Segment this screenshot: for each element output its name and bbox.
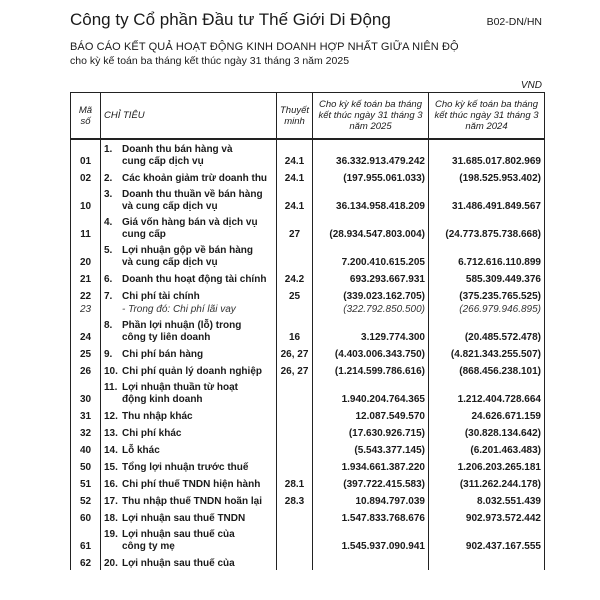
row-label: Lợi nhuận sau thuế TNDN: [122, 513, 246, 524]
row-label: Lợi nhuận thuần từ hoạt: [122, 382, 239, 393]
row-code: 25: [71, 344, 101, 361]
row-current-value: (197.955.061.033): [313, 168, 429, 185]
row-note: 16: [277, 316, 313, 344]
row-current-value: (397.722.415.583): [313, 474, 429, 491]
row-current-value: 36.134.958.418.209: [313, 185, 429, 213]
row-code: 40: [71, 440, 101, 457]
row-number: 18.: [104, 513, 118, 524]
row-number: 7.: [104, 291, 113, 302]
row-note: [277, 406, 313, 423]
row-code: 24: [71, 316, 101, 344]
row-item: [101, 378, 277, 406]
form-code: B02-DN/HN: [486, 16, 542, 28]
report-period: cho kỳ kế toán ba tháng kết thúc ngày 31 tháng 3 năm 2025: [70, 55, 350, 67]
table-row: [71, 286, 545, 303]
row-number: 14.: [104, 445, 118, 456]
row-current-value: 3.129.774.300: [313, 316, 429, 344]
row-note: [277, 553, 313, 570]
row-number: 4.: [104, 217, 113, 228]
row-item: [101, 361, 277, 378]
row-note: [277, 525, 313, 553]
row-prior-value: 902.973.572.442: [429, 508, 545, 525]
row-current-value: 1.547.833.768.676: [313, 508, 429, 525]
header-code: Mã số: [71, 93, 101, 140]
subrow-label-text: - Trong đó: Chi phí lãi vay: [122, 304, 236, 315]
row-number: 8.: [104, 320, 113, 331]
row-current-value: 693.293.667.931: [313, 269, 429, 286]
row-code: 26: [71, 361, 101, 378]
row-current-value: 7.200.410.615.205: [313, 241, 429, 269]
row-prior-value: 24.626.671.159: [429, 406, 545, 423]
row-label: Tổng lợi nhuận trước thuế: [122, 462, 249, 473]
row-current-value: 1.545.937.090.941: [313, 525, 429, 553]
header-note: Thuyết minh: [277, 93, 313, 140]
row-label: Doanh thu bán hàng và: [122, 144, 233, 155]
row-number: 3.: [104, 189, 113, 200]
table-row: [71, 361, 545, 378]
row-label-continued: cung cấp dịch vụ: [122, 156, 204, 167]
row-item: [101, 286, 277, 303]
row-label: Chi phí quản lý doanh nghiệp: [122, 366, 262, 377]
row-note: 25: [277, 286, 313, 303]
row-item: [101, 168, 277, 185]
row-note: 24.1: [277, 168, 313, 185]
row-label-continued: động kinh doanh: [122, 394, 203, 405]
row-note: 24.1: [277, 185, 313, 213]
table-row: [71, 269, 545, 286]
row-item: [101, 474, 277, 491]
row-label: Doanh thu hoạt động tài chính: [122, 274, 267, 285]
row-current-value: (1.214.599.786.616): [313, 361, 429, 378]
row-number: 20.: [104, 558, 118, 569]
row-current-value: (339.023.162.705): [313, 286, 429, 303]
table-row: [71, 378, 545, 406]
row-prior-value: (375.235.765.525): [429, 286, 545, 303]
row-label-continued: công ty mẹ: [122, 541, 175, 552]
header-current-period: Cho kỳ kế toán ba tháng kết thúc ngày 31 tháng 3 năm 2025: [313, 93, 429, 140]
row-label: Chi phí khác: [122, 428, 182, 439]
row-number: 1.: [104, 144, 113, 155]
row-note: 28.1: [277, 474, 313, 491]
row-note: [277, 508, 313, 525]
row-number: 13.: [104, 428, 118, 439]
row-number: 5.: [104, 245, 113, 256]
row-label: Lợi nhuận sau thuế của: [122, 529, 235, 540]
row-note: [277, 241, 313, 269]
row-code: 60: [71, 508, 101, 525]
row-item: [101, 269, 277, 286]
row-item: [101, 457, 277, 474]
row-item: [101, 423, 277, 440]
row-item: [101, 316, 277, 344]
row-item: [101, 525, 277, 553]
row-item: [101, 344, 277, 361]
row-label-continued: cung cấp: [122, 229, 166, 240]
row-prior-value: 8.032.551.439: [429, 491, 545, 508]
table-row: [71, 168, 545, 185]
currency-unit: VND: [520, 80, 542, 91]
row-code: 51: [71, 474, 101, 491]
row-label: Lợi nhuận gộp về bán hàng: [122, 245, 253, 256]
row-label: Doanh thu thuần về bán hàng: [122, 189, 263, 200]
row-current-value: (17.630.926.715): [313, 423, 429, 440]
row-code: 52: [71, 491, 101, 508]
row-prior-value: (24.773.875.738.668): [429, 213, 545, 241]
subrow-code: 23: [71, 303, 101, 316]
income-statement-table: [70, 92, 545, 570]
table-row: [71, 440, 545, 457]
row-item: [101, 241, 277, 269]
subrow-label: [101, 303, 277, 316]
row-code: 50: [71, 457, 101, 474]
table-header-row: [71, 93, 545, 140]
row-item: [101, 139, 277, 168]
table-row: [71, 344, 545, 361]
row-prior-value: 1.212.404.728.664: [429, 378, 545, 406]
row-code: 11: [71, 213, 101, 241]
row-label: Lợi nhuận sau thuế của: [122, 558, 235, 569]
subrow-current-value: (322.792.850.500): [313, 303, 429, 316]
row-item: [101, 406, 277, 423]
row-code: 01: [71, 139, 101, 168]
row-label-continued: và cung cấp dịch vụ: [122, 201, 218, 212]
row-note: 24.2: [277, 269, 313, 286]
row-current-value: (5.543.377.145): [313, 440, 429, 457]
row-label: Giá vốn hàng bán và dịch vụ: [122, 217, 258, 228]
table-row: [71, 491, 545, 508]
row-label: Thu nhập thuế TNDN hoãn lại: [122, 496, 262, 507]
row-current-value: 10.894.797.039: [313, 491, 429, 508]
row-note: [277, 440, 313, 457]
row-label-continued: và cung cấp dịch vụ: [122, 257, 218, 268]
row-prior-value: 6.712.616.110.899: [429, 241, 545, 269]
row-label: Chi phí tài chính: [122, 291, 200, 302]
row-prior-value: 902.437.167.555: [429, 525, 545, 553]
row-item: [101, 213, 277, 241]
table-row: [71, 213, 545, 241]
row-item: [101, 185, 277, 213]
row-prior-value: (4.821.343.255.507): [429, 344, 545, 361]
row-note: 28.3: [277, 491, 313, 508]
row-label: Thu nhập khác: [122, 411, 193, 422]
table-row: [71, 406, 545, 423]
row-note: 26, 27: [277, 361, 313, 378]
row-code: 31: [71, 406, 101, 423]
row-code: 02: [71, 168, 101, 185]
row-note: [277, 423, 313, 440]
header-prior-period: Cho kỳ kế toán ba tháng kết thúc ngày 31 tháng 3 năm 2024: [429, 93, 545, 140]
table-row: [71, 525, 545, 553]
row-number: 9.: [104, 349, 113, 360]
row-prior-value: (868.456.238.101): [429, 361, 545, 378]
row-label: Chi phí thuế TNDN hiện hành: [122, 479, 261, 490]
row-prior-value: (311.262.244.178): [429, 474, 545, 491]
row-item: [101, 553, 277, 570]
row-prior-value: (6.201.463.483): [429, 440, 545, 457]
company-name: Công ty Cổ phần Đầu tư Thế Giới Di Động: [70, 10, 391, 29]
table-subrow: [71, 303, 545, 316]
report-title: BÁO CÁO KẾT QUẢ HOẠT ĐỘNG KINH DOANH HỢP NHẤT GIỮA NIÊN ĐỘ: [70, 41, 459, 53]
row-label: Các khoản giảm trừ doanh thu: [122, 173, 268, 184]
row-current-value: [313, 553, 429, 570]
table-row: [71, 553, 545, 570]
row-label: Chi phí bán hàng: [122, 349, 204, 360]
row-item: [101, 508, 277, 525]
table-row: [71, 508, 545, 525]
row-number: 2.: [104, 173, 113, 184]
row-prior-value: [429, 553, 545, 570]
row-label: Lỗ khác: [122, 445, 160, 456]
row-code: 10: [71, 185, 101, 213]
row-prior-value: 585.309.449.376: [429, 269, 545, 286]
row-current-value: 1.934.661.387.220: [313, 457, 429, 474]
table-row: [71, 423, 545, 440]
row-prior-value: 1.206.203.265.181: [429, 457, 545, 474]
row-prior-value: (20.485.572.478): [429, 316, 545, 344]
subrow-prior-value: (266.979.946.895): [429, 303, 545, 316]
row-current-value: 36.332.913.479.242: [313, 139, 429, 168]
row-number: 16.: [104, 479, 118, 490]
row-current-value: 1.940.204.764.365: [313, 378, 429, 406]
row-prior-value: 31.486.491.849.567: [429, 185, 545, 213]
row-code: 32: [71, 423, 101, 440]
row-number: 19.: [104, 529, 118, 540]
row-number: 10.: [104, 366, 118, 377]
row-code: 61: [71, 525, 101, 553]
row-note: 27: [277, 213, 313, 241]
row-number: 17.: [104, 496, 118, 507]
row-code: 20: [71, 241, 101, 269]
row-prior-value: (198.525.953.402): [429, 168, 545, 185]
table-row: [71, 316, 545, 344]
table-row: [71, 474, 545, 491]
table-row: [71, 457, 545, 474]
row-current-value: 12.087.549.570: [313, 406, 429, 423]
row-number: 6.: [104, 274, 113, 285]
row-label-continued: công ty liên doanh: [122, 332, 211, 343]
row-label: Phần lợi nhuận (lỗ) trong: [122, 320, 242, 331]
row-number: 12.: [104, 411, 118, 422]
row-current-value: (28.934.547.803.004): [313, 213, 429, 241]
row-note: [277, 378, 313, 406]
table-body: [71, 139, 545, 570]
row-code: 22: [71, 286, 101, 303]
table-row: [71, 185, 545, 213]
header-item: CHỈ TIÊU: [101, 93, 277, 140]
row-code: 21: [71, 269, 101, 286]
row-current-value: (4.403.006.343.750): [313, 344, 429, 361]
table-row: [71, 139, 545, 168]
row-prior-value: 31.685.017.802.969: [429, 139, 545, 168]
table-row: [71, 241, 545, 269]
row-code: 62: [71, 553, 101, 570]
row-note: 26, 27: [277, 344, 313, 361]
row-note: [277, 457, 313, 474]
subrow-note: [277, 303, 313, 316]
row-number: 11.: [104, 382, 118, 393]
row-number: 15.: [104, 462, 118, 473]
row-prior-value: (30.828.134.642): [429, 423, 545, 440]
row-note: 24.1: [277, 139, 313, 168]
row-code: 30: [71, 378, 101, 406]
row-item: [101, 440, 277, 457]
row-item: [101, 491, 277, 508]
